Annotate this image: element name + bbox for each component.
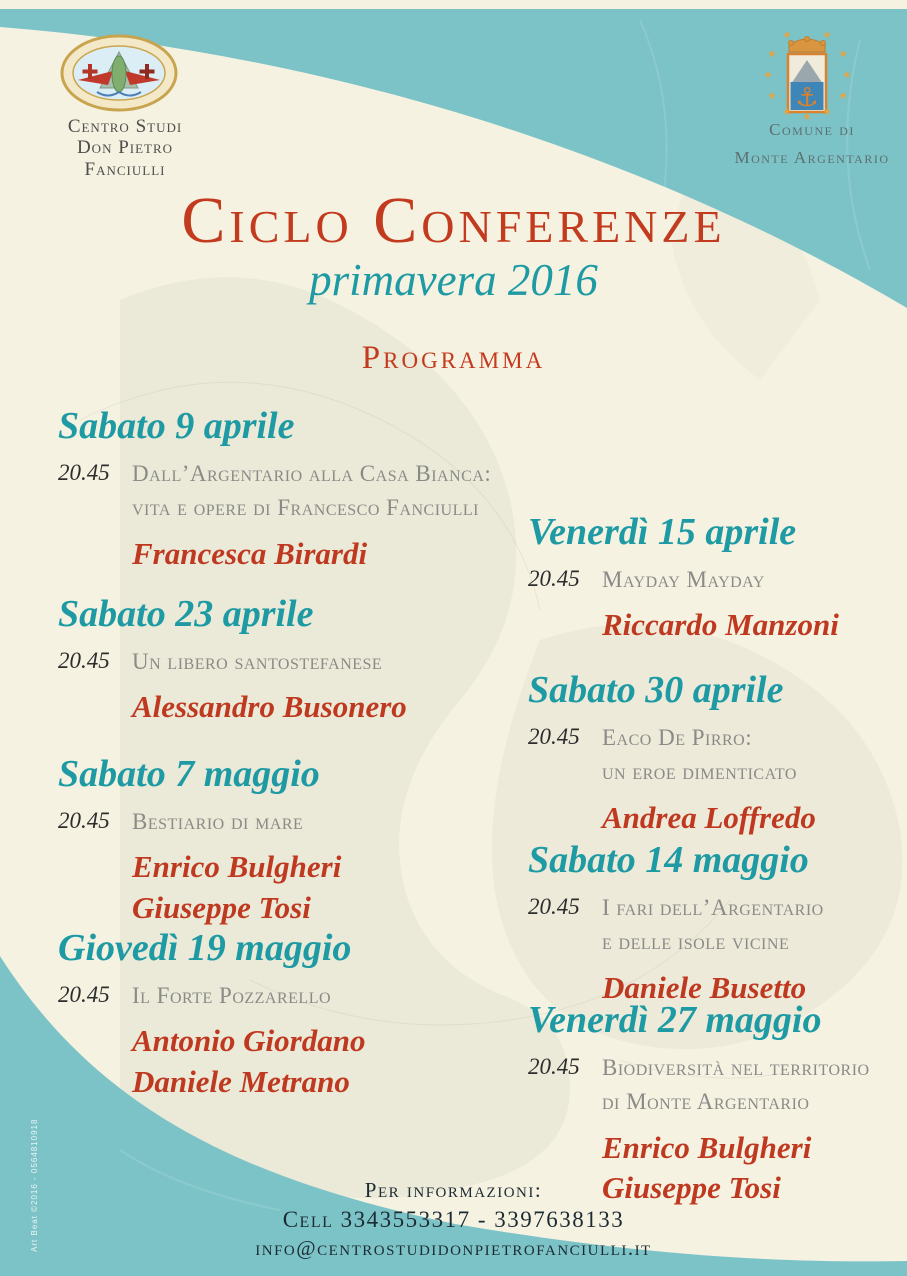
- footer-contact-info: [0, 1178, 907, 1261]
- event-speaker: Antonio Giordano: [132, 1023, 366, 1059]
- poster-title: Ciclo Conferenze: [181, 184, 726, 257]
- svg-text:★: ★: [838, 49, 848, 60]
- print-credit: Art Beat ©2016 - 0564810918: [30, 1118, 39, 1252]
- event-speaker: Giuseppe Tosi: [132, 889, 311, 925]
- svg-text:★: ★: [782, 107, 792, 118]
- section-heading: Programma: [361, 340, 546, 376]
- poster-subtitle: primavera 2016: [309, 255, 598, 305]
- event-speaker: Andrea Loffredo: [602, 799, 816, 835]
- svg-text:★: ★: [842, 70, 852, 81]
- event-speaker: Giuseppe Tosi: [602, 1170, 781, 1206]
- event-topic-line: Bestiario di mare: [132, 808, 304, 834]
- event-topic-line: e delle isole vicine: [602, 929, 790, 955]
- event-date: Sabato 30 aprile: [528, 669, 784, 711]
- footer-email: info@centrostudidonpietrofanciulli.it: [255, 1236, 652, 1260]
- event-sabato-30-aprile: [528, 670, 898, 838]
- event-time: 20.45: [528, 1053, 580, 1079]
- org-right-line2: Monte Argentario: [734, 148, 890, 168]
- org-left-name: [40, 116, 210, 180]
- event-speaker: Enrico Bulgheri: [602, 1129, 812, 1165]
- event-date: Sabato 7 maggio: [58, 753, 320, 795]
- event-topic-line: un eroe dimenticato: [602, 759, 797, 785]
- event-date: Sabato 23 aprile: [58, 593, 314, 635]
- event-date: Sabato 14 maggio: [528, 839, 809, 881]
- event-topic-line: Mayday Mayday: [602, 566, 765, 592]
- event-date: Giovedì 19 maggio: [58, 927, 352, 969]
- event-speaker: Riccardo Manzoni: [602, 607, 839, 643]
- event-sabato-9-aprile: [58, 406, 518, 574]
- event-topic-line: I fari dell’Argentario: [602, 894, 824, 920]
- event-topic-line: Il Forte Pozzarello: [132, 982, 332, 1008]
- event-speaker: Francesca Birardi: [132, 535, 368, 571]
- footer-phone-numbers: Cell 3343553317 - 3397638133: [282, 1207, 625, 1232]
- org-left-line1: Centro Studi: [67, 116, 183, 137]
- event-speaker: Alessandro Busonero: [132, 689, 407, 725]
- event-speaker: Daniele Busetto: [602, 969, 807, 1005]
- event-date: Venerdì 27 maggio: [528, 999, 822, 1041]
- svg-text:★: ★: [822, 30, 832, 41]
- event-time: 20.45: [528, 723, 580, 749]
- event-time: 20.45: [58, 647, 110, 673]
- event-time: 20.45: [58, 459, 110, 485]
- event-time: 20.45: [58, 981, 110, 1007]
- org-left-line2: Don Pietro Fanciulli: [76, 137, 174, 180]
- event-speaker: Enrico Bulgheri: [132, 849, 342, 885]
- svg-text:★: ★: [767, 91, 777, 102]
- footer-info-label: Per informazioni:: [364, 1178, 543, 1202]
- svg-text:★: ★: [822, 107, 832, 118]
- event-speaker: Daniele Metrano: [132, 1063, 350, 1099]
- event-time: 20.45: [528, 893, 580, 919]
- event-topic-line: Eaco De Pirro:: [602, 724, 753, 750]
- svg-text:★: ★: [782, 30, 792, 41]
- centro-studi-crest-icon: [62, 36, 176, 110]
- crest-fish: [112, 56, 126, 92]
- event-topic-line: Un libero santostefanese: [132, 648, 383, 674]
- event-topic-line: Dall’Argentario alla Casa Bianca:: [132, 460, 492, 486]
- event-sabato-7-maggio: [58, 754, 518, 928]
- event-time: 20.45: [528, 565, 580, 591]
- org-right-name: [722, 116, 902, 172]
- svg-text:★: ★: [767, 49, 777, 60]
- event-date: Venerdì 15 aprile: [528, 511, 797, 553]
- event-topic-line: di Monte Argentario: [602, 1089, 810, 1115]
- svg-text:★: ★: [802, 112, 812, 123]
- event-venerdi-15-aprile: [528, 512, 898, 646]
- org-right-line1: Comune di: [769, 120, 855, 139]
- event-sabato-23-aprile: [58, 594, 518, 728]
- svg-text:★: ★: [838, 91, 848, 102]
- event-time: 20.45: [58, 807, 110, 833]
- event-sabato-14-maggio: [528, 840, 898, 1008]
- event-date: Sabato 9 aprile: [58, 405, 295, 447]
- event-topic-line: Biodiversità nel territorio: [602, 1054, 870, 1080]
- svg-text:★: ★: [763, 70, 773, 81]
- event-giovedi-19-maggio: [58, 928, 518, 1102]
- event-topic-line: vita e opere di Francesco Fanciulli: [132, 495, 479, 521]
- anchor-icon: ⚓: [795, 83, 819, 113]
